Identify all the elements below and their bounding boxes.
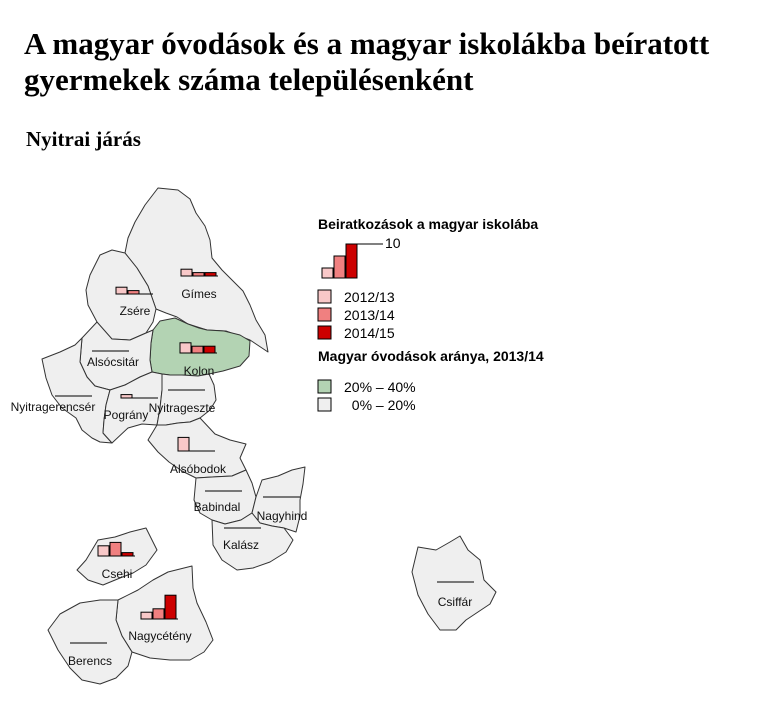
legend-swatch-share-high (318, 380, 331, 393)
label-nyitragerencser: Nyitragerencsér (10, 400, 96, 414)
district-subtitle: Nyitrai járás (26, 127, 141, 151)
label-pograny: Pográny (103, 408, 149, 422)
legend-year-2013: 2013/14 (344, 307, 395, 323)
label-csehi: Csehi (101, 567, 133, 581)
enrollment-bar-alsobodok-2012 (178, 437, 189, 451)
label-alsocsitar: Alsócsitár (86, 355, 140, 369)
legend-swatch-2014 (318, 326, 331, 339)
legend-scale-bar-2012 (322, 268, 333, 278)
label-nagyhind: Nagyhind (256, 509, 308, 523)
enrollment-bar-kolon-2013 (192, 346, 203, 353)
label-kalasz: Kalász (222, 538, 260, 552)
enrollment-bar-kolon-2014 (204, 346, 215, 353)
label-berencs: Berencs (67, 654, 113, 668)
legend-share-high: 20% – 40% (344, 379, 416, 395)
enrollment-bar-csehi-2013 (110, 542, 121, 556)
legend-scale-bar-2014 (346, 244, 357, 278)
enrollment-bar-gimes-2013 (193, 273, 204, 276)
legend-enrollment-title: Beiratkozások a magyar iskolába (318, 216, 539, 232)
label-babindal: Babindal (193, 500, 241, 514)
legend-scale-value: 10 (385, 235, 401, 251)
map-title: A magyar óvodások és a magyar iskolákba beíratott gyermekek száma településenként (24, 26, 710, 97)
enrollment-bar-csehi-2014 (122, 553, 133, 556)
map-legend (318, 216, 544, 413)
label-zsere: Zsére (119, 304, 151, 318)
label-nagyceteny: Nagycétény (128, 629, 192, 643)
municipality-nyitrageszte[interactable] (157, 374, 216, 425)
label-kolon: Kolon (183, 364, 215, 378)
enrollment-bar-csehi-2012 (98, 546, 109, 556)
enrollment-bar-zsere-2012 (116, 287, 127, 294)
enrollment-bar-gimes-2012 (181, 269, 192, 276)
legend-share-title: Magyar óvodások aránya, 2013/14 (318, 348, 544, 364)
legend-year-2014: 2014/15 (344, 325, 395, 341)
enrollment-bar-nagyceteny-2014 (165, 595, 176, 619)
legend-share-low: 0% – 20% (344, 397, 416, 413)
label-gimes: Gímes (181, 287, 217, 301)
legend-scale-glyph (322, 235, 401, 278)
legend-swatch-2013 (318, 308, 331, 321)
legend-swatch-2012 (318, 290, 331, 303)
legend-swatch-share-low (318, 398, 331, 411)
municipality-csiffar[interactable] (412, 536, 496, 630)
label-alsobodok: Alsóbodok (169, 462, 227, 476)
label-nyitrageszte: Nyitrageszte (148, 401, 216, 415)
enrollment-bar-kolon-2012 (180, 343, 191, 353)
enrollment-bar-pograny-2012 (121, 395, 132, 398)
label-csiffar: Csiffár (437, 595, 473, 609)
enrollment-bar-zsere-2013 (128, 291, 139, 294)
legend-scale-bar-2013 (334, 256, 345, 278)
enrollment-bar-nagyceteny-2012 (141, 612, 152, 619)
enrollment-bar-gimes-2014 (205, 273, 216, 276)
enrollment-bar-nagyceteny-2013 (153, 609, 164, 619)
legend-year-2012: 2012/13 (344, 289, 395, 305)
